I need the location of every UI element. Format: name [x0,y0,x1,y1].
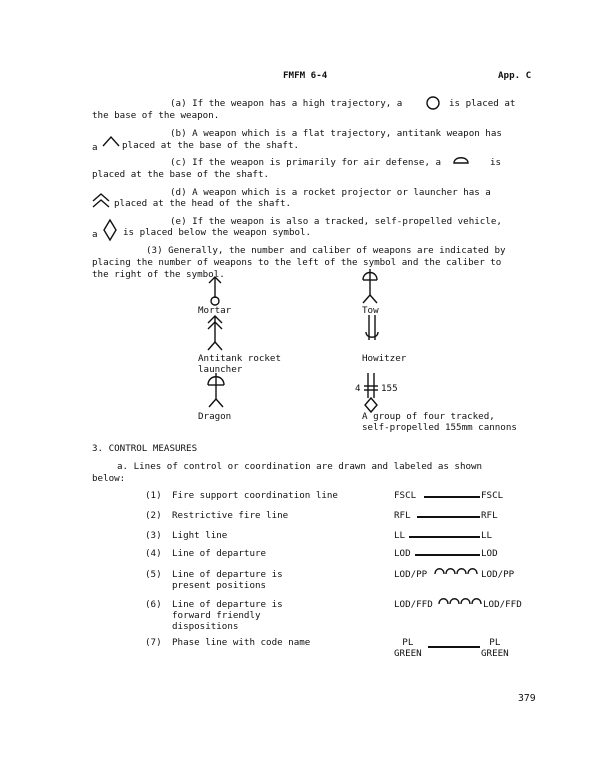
page-number: 379 [518,693,536,704]
measure-7-number: (7) [145,637,162,648]
para-c-line1: (c) If the weapon is primarily for air defense, a [170,157,442,168]
measure-2-left-label: RFL [394,510,411,521]
para-e-line1: (e) If the weapon is also a tracked, self-propelled vehicle, [170,216,502,227]
section-intro-line2: below: [92,473,126,484]
circle-symbol-icon [426,96,440,110]
measure-3-left-label: LL [394,530,406,541]
measure-3-line [409,536,480,538]
para-b-line2-start: a [92,142,98,153]
para-e-line2: is placed below the weapon symbol. [123,227,312,238]
antitank-label-line2: launcher [198,364,243,375]
measure-2-line [417,516,480,518]
dome-symbol-icon [452,153,470,165]
dragon-symbol-icon [205,372,227,408]
measure-1-number: (1) [145,490,162,501]
antitank-rocket-launcher-symbol-icon [205,315,225,351]
measure-4-right-label: LOD [481,548,498,559]
mortar-label: Mortar [198,305,232,316]
appendix-label: App. C [498,70,532,81]
group-count: 4 [355,383,361,394]
group-label-line1: A group of four tracked, [362,411,495,422]
measure-2-right-label: RFL [481,510,498,521]
measure-3-number: (3) [145,530,162,541]
double-chevron-symbol-icon [92,192,110,208]
para-d-line1: (d) A weapon which is a rocket projector or launcher has a [170,187,491,198]
measure-6-number: (6) [145,599,162,610]
tow-symbol-icon [360,268,380,304]
measure-7-line [428,646,480,648]
measure-5-left-label: LOD/PP [394,569,428,580]
measure-5-name-line2: present positions [172,580,267,591]
measure-7-right-label: PL GREEN [481,637,509,659]
measure-4-line [415,554,480,556]
tracked-howitzer-symbol-icon [363,372,379,414]
measure-4-name: Line of departure [172,548,267,559]
howitzer-symbol-icon [364,314,380,350]
para-b-line1: (b) A weapon which is a flat trajectory, antitank weapon has [170,128,502,139]
para-a-line2: the base of the weapon. [92,110,220,121]
measure-5-number: (5) [145,569,162,580]
para-c-line1-end: is [490,157,502,168]
measure-6-arcs-icon [438,595,484,605]
para-e-line2-start: a [92,229,98,240]
para-3-line3: the right of the symbol. [92,269,225,280]
measure-7-name: Phase line with code name [172,637,311,648]
group-label-line2: self-propelled 155mm cannons [362,422,517,433]
mortar-symbol-icon [205,276,225,306]
measure-3-name: Light line [172,530,228,541]
measure-1-line [424,496,480,498]
para-b-line2: placed at the base of the shaft. [122,140,300,151]
dragon-label: Dragon [198,411,232,422]
para-c-line2: placed at the base of the shaft. [92,169,270,180]
measure-6-right-label: LOD/FFD [483,599,522,610]
para-3-line1: (3) Generally, the number and caliber of weapons are indicated by [146,245,506,256]
section-intro-line1: a. Lines of control or coordination are drawn and labeled as shown [117,461,483,472]
para-d-line2: placed at the head of the shaft. [114,198,292,209]
measure-5-arcs-icon [434,565,480,575]
measure-1-left-label: FSCL [394,490,417,501]
antitank-label-line1: Antitank rocket [198,353,281,364]
para-3-line2: placing the number of weapons to the left of the symbol and the caliber to [92,257,502,268]
measure-4-number: (4) [145,548,162,559]
measure-6-name-line3: dispositions [172,621,239,632]
measure-3-right-label: LL [481,530,493,541]
para-a-line1-end: is placed at [449,98,516,109]
measure-1-name: Fire support coordination line [172,490,338,501]
measure-7-left-label: PL GREEN [394,637,422,659]
diamond-symbol-icon [103,219,117,241]
measure-1-right-label: FSCL [481,490,504,501]
para-a-line1: (a) If the weapon has a high trajectory, a [170,98,403,109]
measure-2-name: Restrictive fire line [172,510,289,521]
measure-6-left-label: LOD/FFD [394,599,433,610]
measure-4-left-label: LOD [394,548,411,559]
measure-6-name-line2: forward friendly [172,610,261,621]
measure-6-name-line1: Line of departure is [172,599,283,610]
measure-5-name-line1: Line of departure is [172,569,283,580]
howitzer-label: Howitzer [362,353,407,364]
measure-5-right-label: LOD/PP [481,569,515,580]
tow-label: Tow [362,305,379,316]
measure-2-number: (2) [145,510,162,521]
group-caliber: 155 [381,383,398,394]
chevron-up-symbol-icon [102,134,120,148]
section-heading: 3. CONTROL MEASURES [92,443,198,454]
document-id: FMFM 6-4 [283,70,328,81]
